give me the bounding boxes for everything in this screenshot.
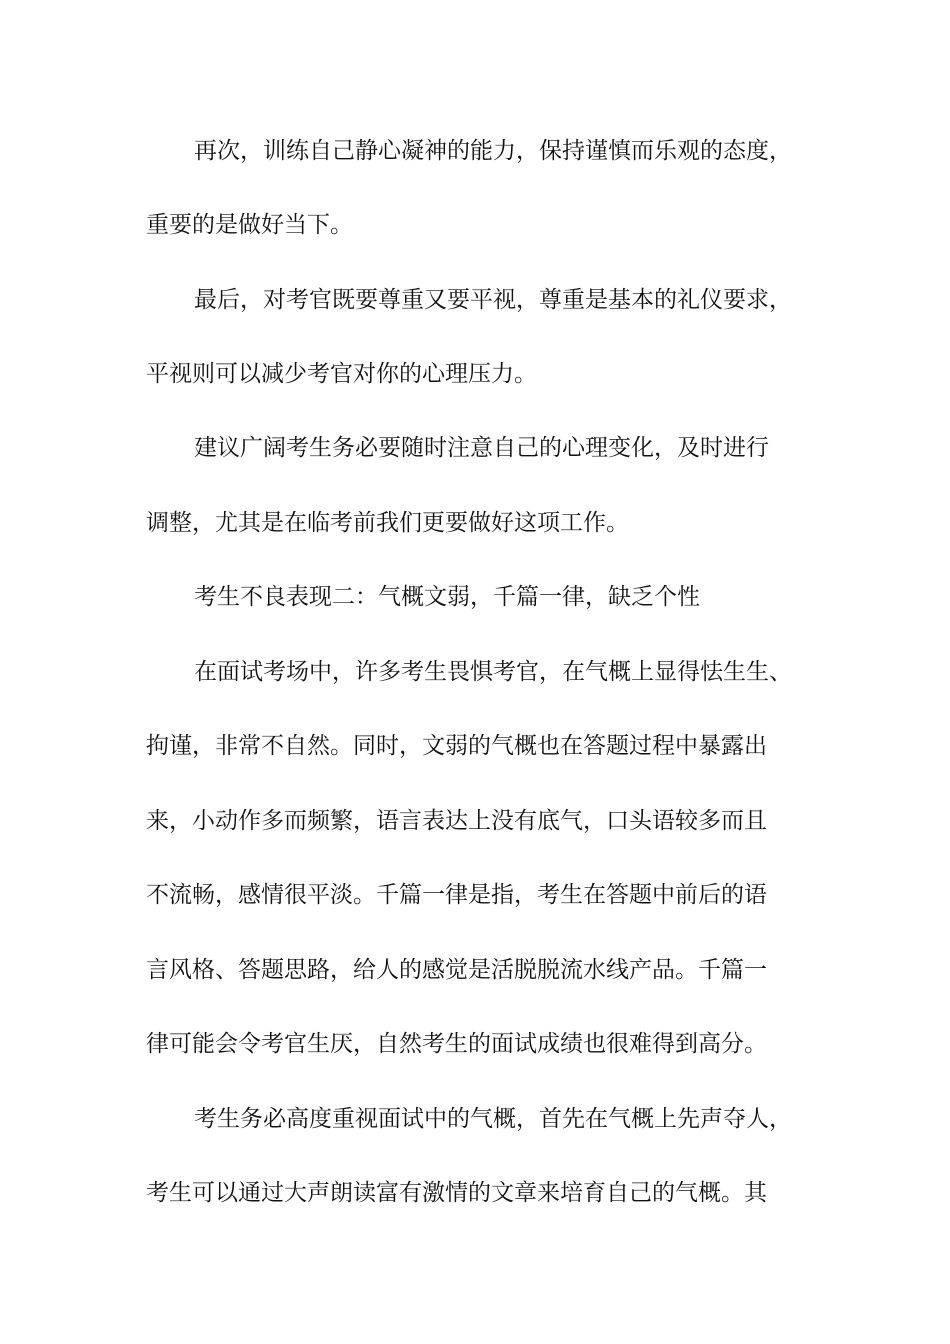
paragraph-line: 再次，训练自己静心凝神的能力，保持谨慎而乐观的态度，	[194, 138, 792, 164]
paragraph-line: 言风格、答题思路，给人的感觉是活脱脱流水线产品。千篇一	[146, 957, 767, 983]
paragraph-line: 平视则可以减少考官对你的心理压力。	[146, 361, 537, 387]
paragraph-line: 建议广阔考生务必要随时注意自己的心理变化，及时进行	[194, 435, 769, 461]
paragraph-line: 最后，对考官既要尊重又要平视，尊重是基本的礼仪要求，	[194, 287, 792, 313]
paragraph-line: 考生务必高度重视面试中的气概，首先在气概上先声夺人，	[194, 1106, 792, 1132]
paragraph-line: 来，小动作多而频繁，语言表达上没有底气，口头语较多而且	[146, 808, 767, 834]
section-heading: 考生不良表现二：气概文弱，千篇一律，缺乏个性	[194, 584, 700, 610]
paragraph-line: 拘谨，非常不自然。同时，文弱的气概也在答题过程中暴露出	[146, 733, 767, 759]
paragraph-line: 考生可以通过大声朗读富有激情的文章来培育自己的气概。其	[146, 1180, 767, 1206]
paragraph-line: 在面试考场中，许多考生畏惧考官，在气概上显得怯生生、	[194, 659, 792, 685]
paragraph-line: 律可能会令考官生厌，自然考生的面试成绩也很难得到高分。	[146, 1031, 767, 1057]
paragraph-line: 调整，尤其是在临考前我们更要做好这项工作。	[146, 510, 629, 536]
paragraph-line: 重要的是做好当下。	[146, 212, 353, 238]
paragraph-line: 不流畅，感情很平淡。千篇一律是指，考生在答题中前后的语	[146, 882, 767, 908]
